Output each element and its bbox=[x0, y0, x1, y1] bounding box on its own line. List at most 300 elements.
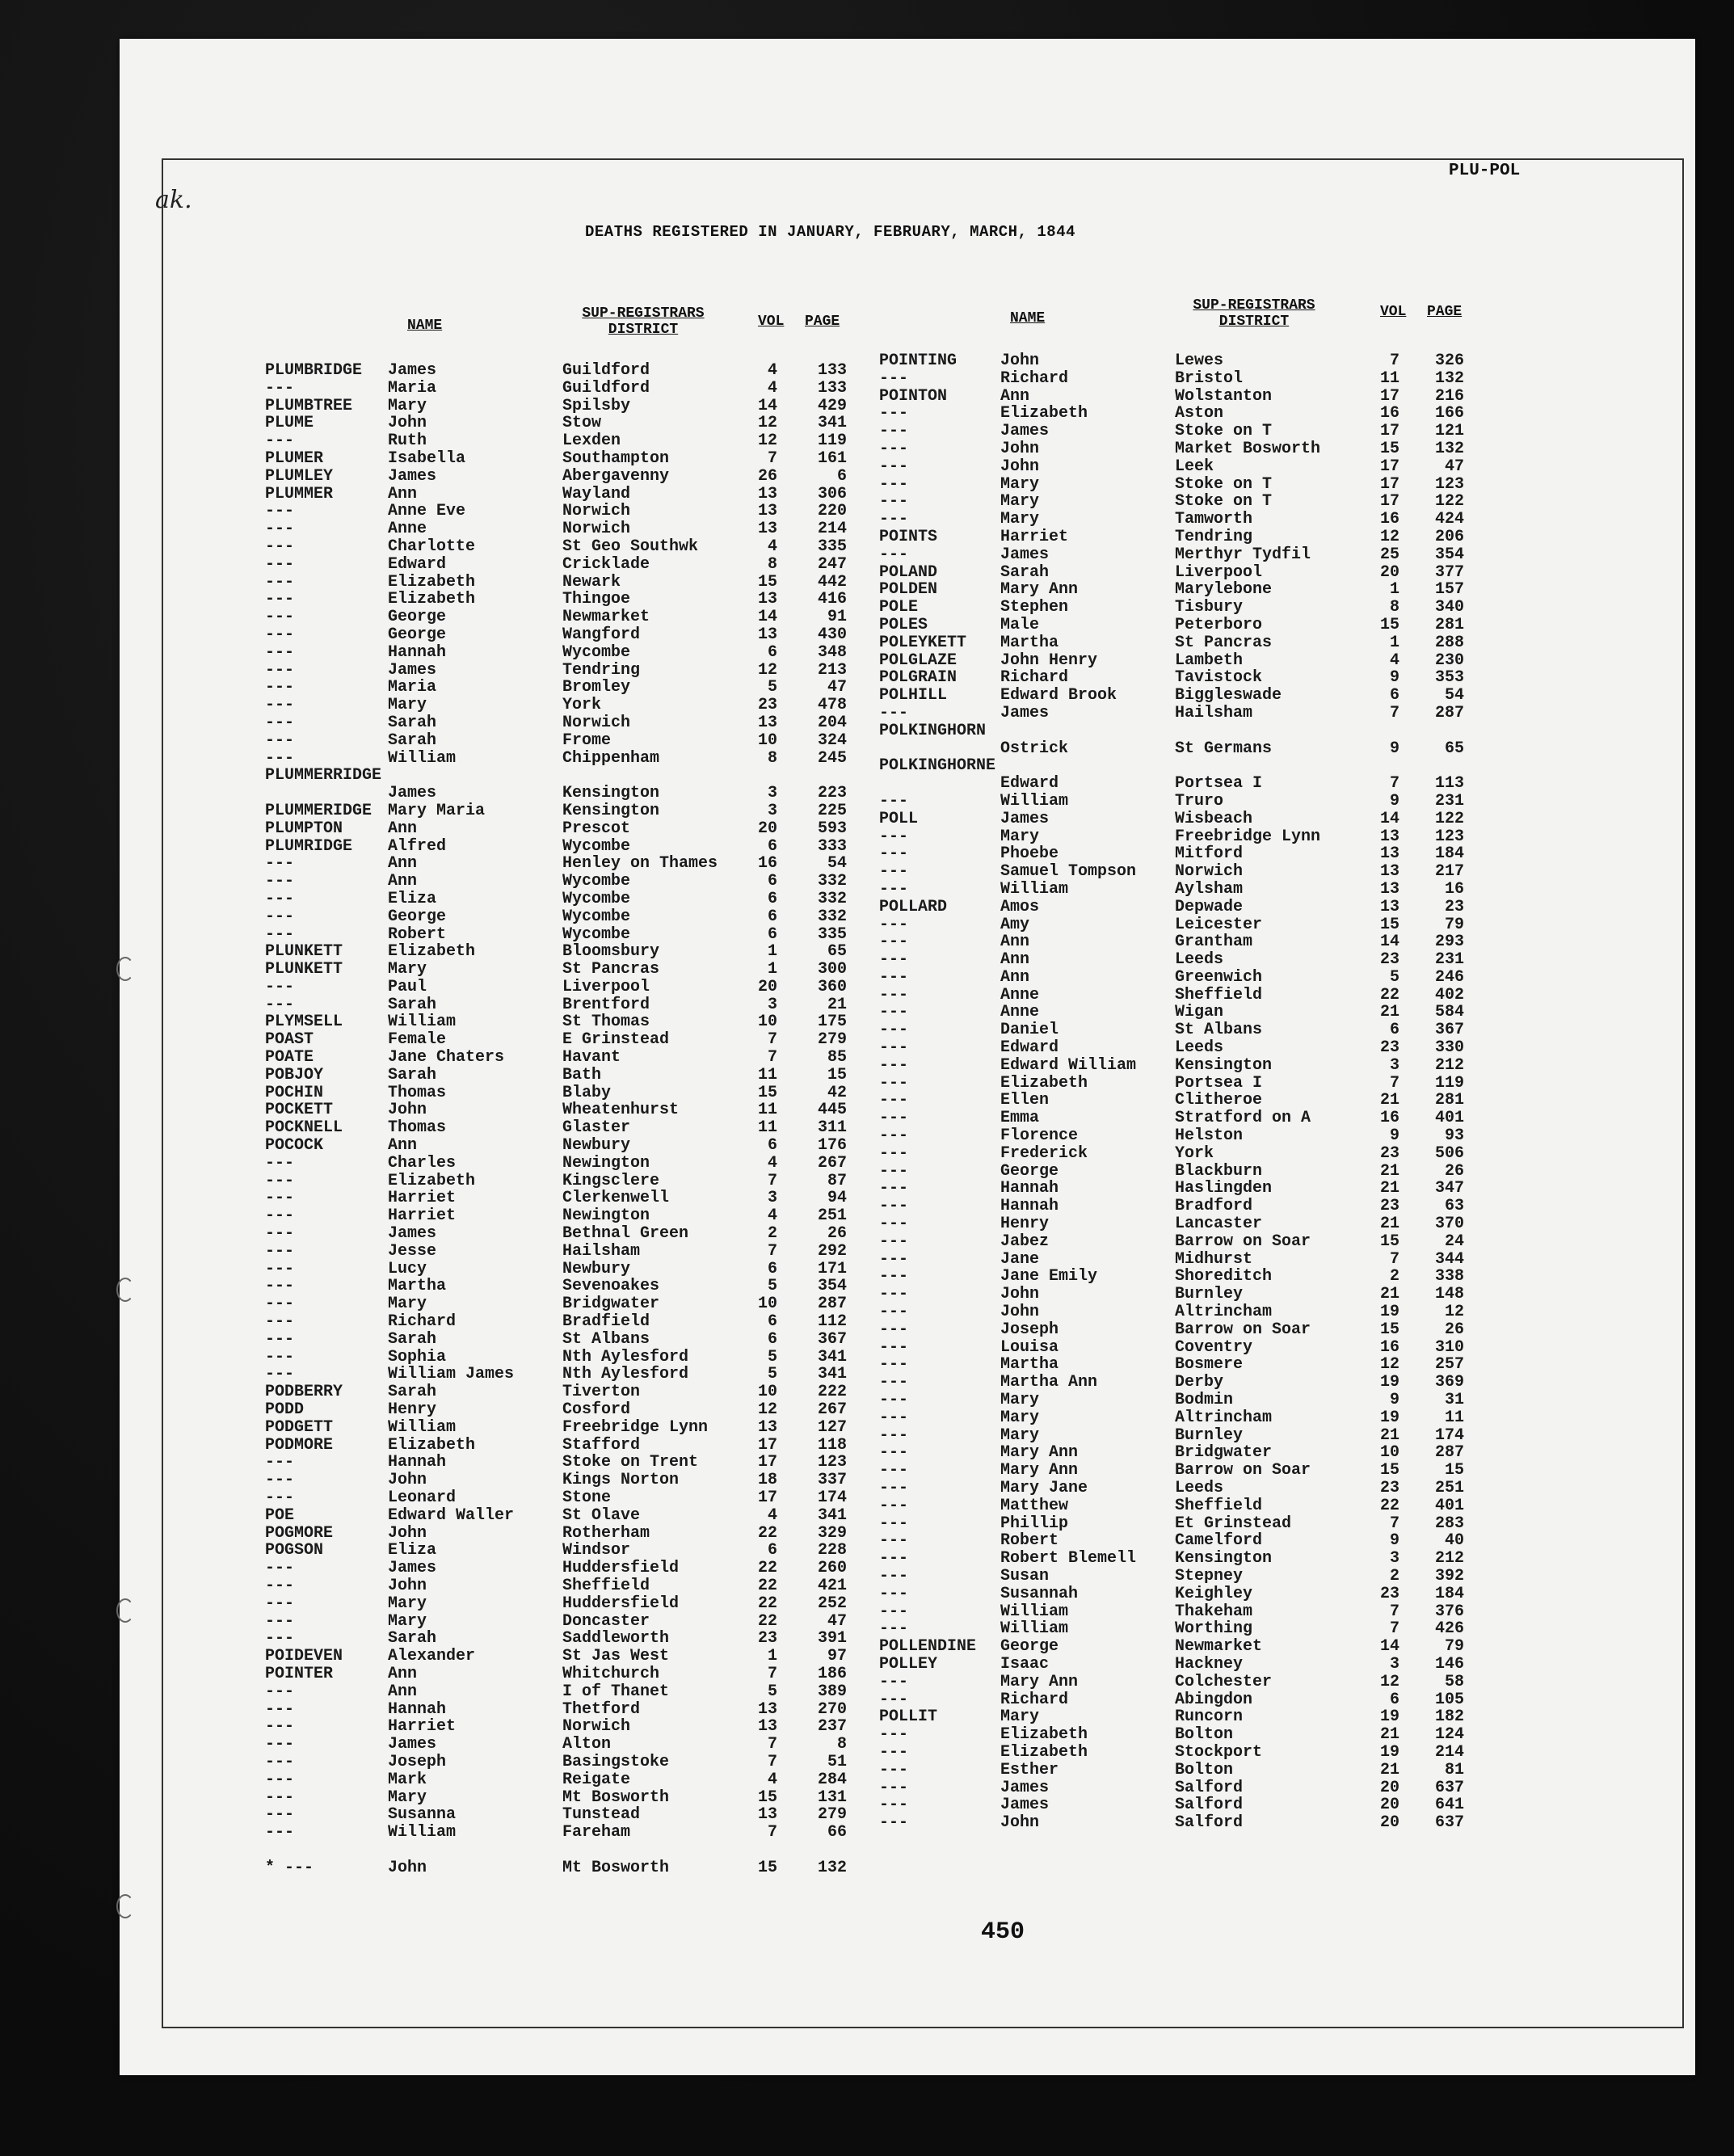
entry-district: Mitford bbox=[1175, 844, 1244, 864]
entry-vol: 13 bbox=[757, 484, 777, 503]
entry-row bbox=[879, 1004, 1509, 1021]
entry-district: Grantham bbox=[1175, 933, 1253, 952]
entry-page: 223 bbox=[817, 784, 847, 803]
entry-given-name: John bbox=[388, 1858, 427, 1877]
entry-surname: --- bbox=[265, 1206, 295, 1226]
entry-given-name: Thomas bbox=[388, 1083, 447, 1102]
entry-given-name: Anne bbox=[1000, 1003, 1040, 1022]
entry-given-name: Charles bbox=[388, 1153, 457, 1173]
entry-page: 66 bbox=[827, 1823, 847, 1842]
punch-hole-mark bbox=[116, 1894, 134, 1918]
entry-surname: POCHIN bbox=[265, 1083, 324, 1102]
entry-page: 51 bbox=[827, 1752, 847, 1771]
entry-page: 348 bbox=[817, 642, 847, 662]
entry-row bbox=[265, 1683, 879, 1701]
entry-vol: 14 bbox=[757, 608, 777, 627]
entry-row bbox=[265, 820, 879, 838]
entry-district: Whitchurch bbox=[562, 1664, 660, 1683]
entry-row bbox=[879, 511, 1509, 528]
entry-vol: 20 bbox=[1379, 1778, 1399, 1797]
entry-surname: --- bbox=[879, 1549, 909, 1569]
entry-vol: 13 bbox=[757, 1805, 777, 1825]
entry-row bbox=[265, 1119, 879, 1137]
entry-page: 257 bbox=[1434, 1355, 1464, 1375]
entry-surname: --- bbox=[265, 625, 295, 644]
entry-row bbox=[879, 1674, 1509, 1691]
entry-given-name: Mary bbox=[1000, 1425, 1040, 1445]
entry-page: 237 bbox=[817, 1717, 847, 1737]
entry-row bbox=[879, 1550, 1509, 1568]
entry-vol: 4 bbox=[767, 1770, 777, 1789]
entry-vol: 19 bbox=[1379, 1303, 1399, 1322]
entry-vol: 7 bbox=[767, 1664, 777, 1683]
entry-district: Aylsham bbox=[1175, 879, 1244, 899]
entry-page: 65 bbox=[1444, 739, 1464, 758]
entry-vol: 3 bbox=[767, 801, 777, 820]
entry-vol: 23 bbox=[1379, 1584, 1399, 1603]
entry-vol: 17 bbox=[1379, 386, 1399, 406]
entry-given-name: Richard bbox=[1000, 668, 1069, 688]
entry-page: 287 bbox=[1434, 1443, 1464, 1463]
entry-surname: --- bbox=[879, 1232, 909, 1251]
entry-vol: 7 bbox=[767, 1241, 777, 1261]
entry-district: Depwade bbox=[1175, 897, 1244, 916]
entry-district: Kensington bbox=[1175, 1549, 1273, 1569]
entry-surname: --- bbox=[265, 1259, 295, 1278]
entry-district: Merthyr Tydfil bbox=[1175, 545, 1311, 564]
entry-page: 281 bbox=[1434, 1091, 1464, 1110]
entry-page: 47 bbox=[1444, 457, 1464, 476]
entry-vol: 9 bbox=[1389, 1391, 1399, 1410]
entry-district: Hackney bbox=[1175, 1654, 1244, 1674]
entry-district: Barrow on Soar bbox=[1175, 1320, 1311, 1339]
entry-row bbox=[879, 933, 1509, 951]
entry-vol: 3 bbox=[767, 995, 777, 1014]
entry-surname: --- bbox=[265, 502, 295, 521]
left-header-page: PAGE bbox=[805, 314, 840, 330]
entry-district: Mt Bosworth bbox=[562, 1858, 670, 1877]
entry-row bbox=[265, 1049, 879, 1067]
entry-vol: 19 bbox=[1379, 1373, 1399, 1392]
entry-surname: --- bbox=[879, 1197, 909, 1216]
entry-page: 122 bbox=[1434, 492, 1464, 512]
entry-vol: 6 bbox=[767, 872, 777, 891]
entry-vol: 23 bbox=[1379, 1143, 1399, 1163]
entry-district: Midhurst bbox=[1175, 1249, 1253, 1269]
entry-vol: 4 bbox=[767, 361, 777, 380]
entry-surname: --- bbox=[879, 950, 909, 970]
entry-district: St Jas West bbox=[562, 1647, 670, 1666]
entry-given-name: Jane Chaters bbox=[388, 1048, 505, 1067]
entry-surname: --- bbox=[265, 731, 295, 750]
entry-page: 429 bbox=[817, 396, 847, 415]
entry-page: 16 bbox=[1444, 879, 1464, 899]
entry-given-name: Mary Ann bbox=[1000, 1461, 1079, 1480]
entry-row bbox=[265, 785, 879, 802]
entry-given-name: William bbox=[1000, 791, 1069, 811]
entry-page: 113 bbox=[1434, 774, 1464, 794]
entry-vol: 6 bbox=[767, 1312, 777, 1332]
entry-given-name: Sarah bbox=[388, 1383, 437, 1402]
entry-surname: POLLIT bbox=[879, 1708, 938, 1727]
entry-page: 330 bbox=[1434, 1038, 1464, 1058]
entry-row bbox=[265, 732, 879, 750]
entry-vol: 6 bbox=[1389, 686, 1399, 705]
entry-surname: --- bbox=[879, 1055, 909, 1075]
entry-district: Altrincham bbox=[1175, 1303, 1273, 1322]
entry-row bbox=[265, 1771, 879, 1789]
entry-row bbox=[265, 1542, 879, 1560]
entry-vol: 17 bbox=[1379, 422, 1399, 441]
entry-given-name: Robert Blemell bbox=[1000, 1549, 1137, 1569]
entry-given-name: Elizabeth bbox=[388, 942, 476, 962]
entry-vol: 5 bbox=[767, 1277, 777, 1296]
entry-given-name: Hannah bbox=[388, 1453, 447, 1472]
entry-page: 112 bbox=[817, 1312, 847, 1332]
entry-row bbox=[265, 398, 879, 415]
entry-vol: 21 bbox=[1379, 1215, 1399, 1234]
entry-page: 182 bbox=[1434, 1708, 1464, 1727]
entry-row bbox=[879, 1215, 1509, 1233]
entry-row bbox=[265, 556, 879, 574]
entry-given-name: Phoebe bbox=[1000, 844, 1059, 864]
entry-given-name: Richard bbox=[388, 1312, 457, 1332]
entry-row bbox=[265, 1155, 879, 1173]
entry-page: 478 bbox=[817, 696, 847, 715]
entry-district: I of Thanet bbox=[562, 1682, 670, 1701]
entry-row bbox=[879, 652, 1509, 670]
entry-district: Helston bbox=[1175, 1126, 1244, 1146]
entry-district: Runcorn bbox=[1175, 1708, 1244, 1727]
entry-row bbox=[265, 468, 879, 486]
entry-district: Wayland bbox=[562, 484, 631, 503]
entry-district: Leeds bbox=[1175, 950, 1224, 970]
entry-page: 306 bbox=[817, 484, 847, 503]
entry-vol: 22 bbox=[757, 1559, 777, 1578]
entry-vol: 1 bbox=[767, 960, 777, 979]
entry-vol: 7 bbox=[1389, 352, 1399, 370]
entry-page: 124 bbox=[1434, 1725, 1464, 1745]
entry-vol: 9 bbox=[1389, 1531, 1399, 1551]
entry-surname: --- bbox=[265, 608, 295, 627]
entry-vol: 23 bbox=[1379, 1038, 1399, 1058]
entry-given-name: Henry bbox=[388, 1400, 437, 1420]
entry-page: 279 bbox=[817, 1805, 847, 1825]
entry-district: Worthing bbox=[1175, 1619, 1253, 1639]
entry-district: Haslingden bbox=[1175, 1179, 1273, 1198]
entry-given-name: Amy bbox=[1000, 915, 1030, 934]
entry-page: 131 bbox=[817, 1788, 847, 1807]
entry-page: 231 bbox=[1434, 950, 1464, 970]
entry-row bbox=[879, 634, 1509, 652]
entry-row bbox=[879, 1092, 1509, 1110]
entry-district: Aston bbox=[1175, 404, 1224, 423]
right-header-name: NAME bbox=[1010, 310, 1046, 326]
entry-row bbox=[265, 1190, 879, 1207]
entry-given-name: William bbox=[1000, 1602, 1069, 1621]
entry-vol: 7 bbox=[1389, 1602, 1399, 1621]
entry-row bbox=[879, 1145, 1509, 1163]
entry-given-name: Hannah bbox=[388, 1699, 447, 1719]
entry-row bbox=[879, 388, 1509, 406]
entry-page: 26 bbox=[1444, 1161, 1464, 1181]
entry-page: 228 bbox=[817, 1541, 847, 1560]
entry-district: Kensington bbox=[562, 801, 660, 820]
entry-vol: 11 bbox=[757, 1101, 777, 1120]
entry-page: 118 bbox=[817, 1435, 847, 1455]
entry-row bbox=[879, 722, 1509, 740]
entry-row bbox=[265, 1560, 879, 1577]
entry-page: 79 bbox=[1444, 1637, 1464, 1657]
entry-vol: 14 bbox=[1379, 933, 1399, 952]
entry-district: Leicester bbox=[1175, 915, 1263, 934]
entry-page: 252 bbox=[817, 1594, 847, 1613]
entry-row bbox=[879, 528, 1509, 546]
entry-given-name: Male bbox=[1000, 615, 1040, 634]
entry-vol: 7 bbox=[1389, 703, 1399, 722]
entry-given-name: Louisa bbox=[1000, 1337, 1059, 1357]
entry-district: Wisbeach bbox=[1175, 809, 1253, 828]
entry-page: 391 bbox=[817, 1629, 847, 1649]
entry-given-name: Alexander bbox=[388, 1647, 476, 1666]
entry-surname: --- bbox=[265, 554, 295, 574]
entry-district: Tavistock bbox=[1175, 668, 1263, 688]
entry-district: Altrincham bbox=[1175, 1408, 1273, 1427]
entry-vol: 5 bbox=[767, 1682, 777, 1701]
entry-surname: PLUMMER bbox=[265, 484, 334, 503]
entry-surname: POLES bbox=[879, 615, 928, 634]
entry-district: Leeds bbox=[1175, 1038, 1224, 1058]
entry-row bbox=[265, 1401, 879, 1419]
entry-district: Derby bbox=[1175, 1373, 1224, 1392]
entry-surname: POLLARD bbox=[879, 897, 948, 916]
entry-row bbox=[879, 476, 1509, 494]
entry-vol: 6 bbox=[767, 889, 777, 908]
entry-row bbox=[265, 1084, 879, 1102]
entry-surname: --- bbox=[879, 862, 909, 882]
entry-vol: 13 bbox=[757, 625, 777, 644]
entry-given-name: James bbox=[388, 784, 437, 803]
entry-surname: --- bbox=[879, 1408, 909, 1427]
entry-vol: 5 bbox=[767, 678, 777, 697]
entry-district: E Grinstead bbox=[562, 1030, 670, 1050]
entry-page: 63 bbox=[1444, 1197, 1464, 1216]
entry-row bbox=[265, 1718, 879, 1736]
entry-given-name: Elizabeth bbox=[1000, 1725, 1088, 1745]
entry-surname: PODGETT bbox=[265, 1417, 334, 1437]
entry-district: Bloomsbury bbox=[562, 942, 660, 962]
entry-vol: 13 bbox=[757, 520, 777, 539]
entry-district: Camelford bbox=[1175, 1531, 1263, 1551]
entry-row bbox=[879, 1497, 1509, 1515]
entry-page: 354 bbox=[817, 1277, 847, 1296]
entry-row bbox=[265, 1701, 879, 1719]
entry-district: Cricklade bbox=[562, 554, 650, 574]
entry-surname: POLE bbox=[879, 598, 919, 617]
entry-vol: 15 bbox=[1379, 439, 1399, 458]
entry-row bbox=[879, 1321, 1509, 1339]
entry-given-name: John bbox=[388, 1101, 427, 1120]
entry-vol: 6 bbox=[767, 1329, 777, 1349]
entry-surname: --- bbox=[879, 545, 909, 564]
entry-surname: --- bbox=[265, 378, 295, 398]
entry-surname: --- bbox=[879, 1285, 909, 1304]
entry-page: 15 bbox=[1444, 1461, 1464, 1480]
entry-given-name: Frederick bbox=[1000, 1143, 1088, 1163]
entry-page: 326 bbox=[1434, 352, 1464, 370]
entry-row bbox=[265, 1031, 879, 1049]
entry-district: Windsor bbox=[562, 1541, 631, 1560]
entry-page: 132 bbox=[817, 1858, 847, 1877]
entry-given-name: Sarah bbox=[388, 731, 437, 750]
entry-given-name: James bbox=[388, 1559, 437, 1578]
entry-given-name: Ann bbox=[1000, 933, 1030, 952]
entry-row bbox=[265, 961, 879, 979]
entry-given-name: Ostrick bbox=[1000, 739, 1069, 758]
entry-surname: --- bbox=[879, 915, 909, 934]
entry-row bbox=[879, 1356, 1509, 1374]
entry-surname: --- bbox=[265, 1770, 295, 1789]
entry-vol: 6 bbox=[767, 1136, 777, 1156]
entry-page: 637 bbox=[1434, 1778, 1464, 1797]
entry-given-name: George bbox=[388, 608, 447, 627]
entry-vol: 7 bbox=[767, 448, 777, 468]
entry-page: 21 bbox=[827, 995, 847, 1014]
entry-page: 8 bbox=[836, 1735, 847, 1754]
entry-surname: --- bbox=[879, 1126, 909, 1146]
entry-surname: POE bbox=[265, 1505, 295, 1525]
entry-given-name: Martha bbox=[1000, 633, 1059, 652]
entry-surname: --- bbox=[879, 1303, 909, 1322]
entry-vol: 13 bbox=[757, 1417, 777, 1437]
entry-given-name: Ann bbox=[388, 1136, 418, 1156]
entry-row bbox=[265, 838, 879, 856]
entry-page: 65 bbox=[827, 942, 847, 962]
entry-row bbox=[265, 1736, 879, 1754]
entry-surname: --- bbox=[879, 1461, 909, 1480]
entry-given-name: Joseph bbox=[388, 1752, 447, 1771]
entry-surname: --- bbox=[879, 1355, 909, 1375]
entry-vol: 6 bbox=[767, 836, 777, 856]
entry-vol: 13 bbox=[757, 590, 777, 609]
entry-district: Chippenham bbox=[562, 748, 660, 768]
entry-given-name: Mary bbox=[1000, 827, 1040, 846]
entry-given-name: Susanna bbox=[388, 1805, 457, 1825]
entry-page: 279 bbox=[817, 1030, 847, 1050]
entry-row bbox=[265, 926, 879, 944]
entry-row bbox=[879, 1233, 1509, 1251]
entry-vol: 20 bbox=[757, 819, 777, 838]
entry-surname: --- bbox=[265, 1153, 295, 1173]
entry-district: Bolton bbox=[1175, 1760, 1234, 1779]
entry-page: 121 bbox=[1434, 422, 1464, 441]
entry-given-name: George bbox=[1000, 1637, 1059, 1657]
entry-surname: POLKINGHORNE bbox=[879, 756, 996, 776]
entry-page: 133 bbox=[817, 361, 847, 380]
entry-district: Newington bbox=[562, 1153, 650, 1173]
entry-page: 376 bbox=[1434, 1602, 1464, 1621]
entry-vol: 6 bbox=[1389, 1021, 1399, 1040]
entry-given-name: Jane Emily bbox=[1000, 1267, 1098, 1286]
entry-row bbox=[879, 1427, 1509, 1445]
entry-district: Stoke on T bbox=[1175, 422, 1273, 441]
entry-surname: POLLEY bbox=[879, 1654, 938, 1674]
entry-page: 247 bbox=[817, 554, 847, 574]
entry-district: Southampton bbox=[562, 448, 670, 468]
entry-given-name: Ann bbox=[388, 1664, 418, 1683]
entry-district: Newark bbox=[562, 572, 621, 592]
entry-district: Barrow on Soar bbox=[1175, 1232, 1311, 1251]
entry-vol: 4 bbox=[1389, 651, 1399, 670]
entry-page: 287 bbox=[817, 1295, 847, 1314]
entry-vol: 14 bbox=[1379, 1637, 1399, 1657]
entry-district: Stone bbox=[562, 1489, 612, 1507]
entry-row bbox=[879, 1110, 1509, 1127]
entry-row bbox=[879, 669, 1509, 687]
entry-district: Salford bbox=[1175, 1778, 1244, 1797]
entry-surname: --- bbox=[879, 1179, 909, 1198]
entry-given-name: Edward bbox=[1000, 774, 1059, 794]
entry-vol: 16 bbox=[1379, 1109, 1399, 1128]
entry-district: Bath bbox=[562, 1065, 602, 1084]
entry-row bbox=[879, 1532, 1509, 1550]
entry-surname: --- bbox=[265, 1629, 295, 1649]
entry-given-name: Ann bbox=[388, 854, 418, 874]
entry-given-name: Samuel Tompson bbox=[1000, 862, 1137, 882]
entry-district: St Geo Southwk bbox=[562, 537, 699, 556]
entry-vol: 7 bbox=[1389, 1073, 1399, 1093]
entry-given-name: Stephen bbox=[1000, 598, 1069, 617]
entry-given-name: Matthew bbox=[1000, 1496, 1069, 1515]
entry-surname: --- bbox=[265, 520, 295, 539]
entry-row bbox=[265, 802, 879, 820]
entry-district: York bbox=[1175, 1143, 1214, 1163]
entry-vol: 15 bbox=[757, 1858, 777, 1877]
entry-given-name: Ann bbox=[388, 1682, 418, 1701]
right-entries-column bbox=[879, 352, 1509, 1832]
entry-given-name: John bbox=[1000, 1303, 1040, 1322]
entry-surname: POLDEN bbox=[879, 580, 938, 600]
entry-given-name: Mary bbox=[388, 1788, 427, 1807]
entry-given-name: Mary Ann bbox=[1000, 1672, 1079, 1691]
entry-surname: PLUMLEY bbox=[265, 466, 334, 486]
entry-surname: PLUMPTON bbox=[265, 819, 343, 838]
entry-surname: --- bbox=[879, 1566, 909, 1585]
entry-district: Cosford bbox=[562, 1400, 631, 1420]
entry-given-name: Harriet bbox=[1000, 527, 1069, 546]
entry-page: 340 bbox=[1434, 598, 1464, 617]
entry-surname: POLGRAIN bbox=[879, 668, 957, 688]
entry-page: 300 bbox=[817, 960, 847, 979]
entry-page: 332 bbox=[817, 872, 847, 891]
entry-row bbox=[265, 380, 879, 398]
entry-surname: --- bbox=[265, 1365, 295, 1384]
entry-surname: --- bbox=[265, 1559, 295, 1578]
entry-given-name: George bbox=[388, 907, 447, 926]
entry-district: Wangford bbox=[562, 625, 641, 644]
entry-page: 506 bbox=[1434, 1143, 1464, 1163]
entry-surname: --- bbox=[879, 1778, 909, 1797]
entry-surname: --- bbox=[265, 907, 295, 926]
entry-row bbox=[265, 415, 879, 432]
entry-vol: 12 bbox=[757, 432, 777, 451]
entry-district: Biggleswade bbox=[1175, 686, 1282, 705]
entry-vol: 7 bbox=[1389, 1619, 1399, 1639]
entry-district: Bridgwater bbox=[562, 1295, 660, 1314]
entry-page: 31 bbox=[1444, 1391, 1464, 1410]
entry-given-name: Edward William bbox=[1000, 1055, 1137, 1075]
entry-row bbox=[265, 1648, 879, 1665]
